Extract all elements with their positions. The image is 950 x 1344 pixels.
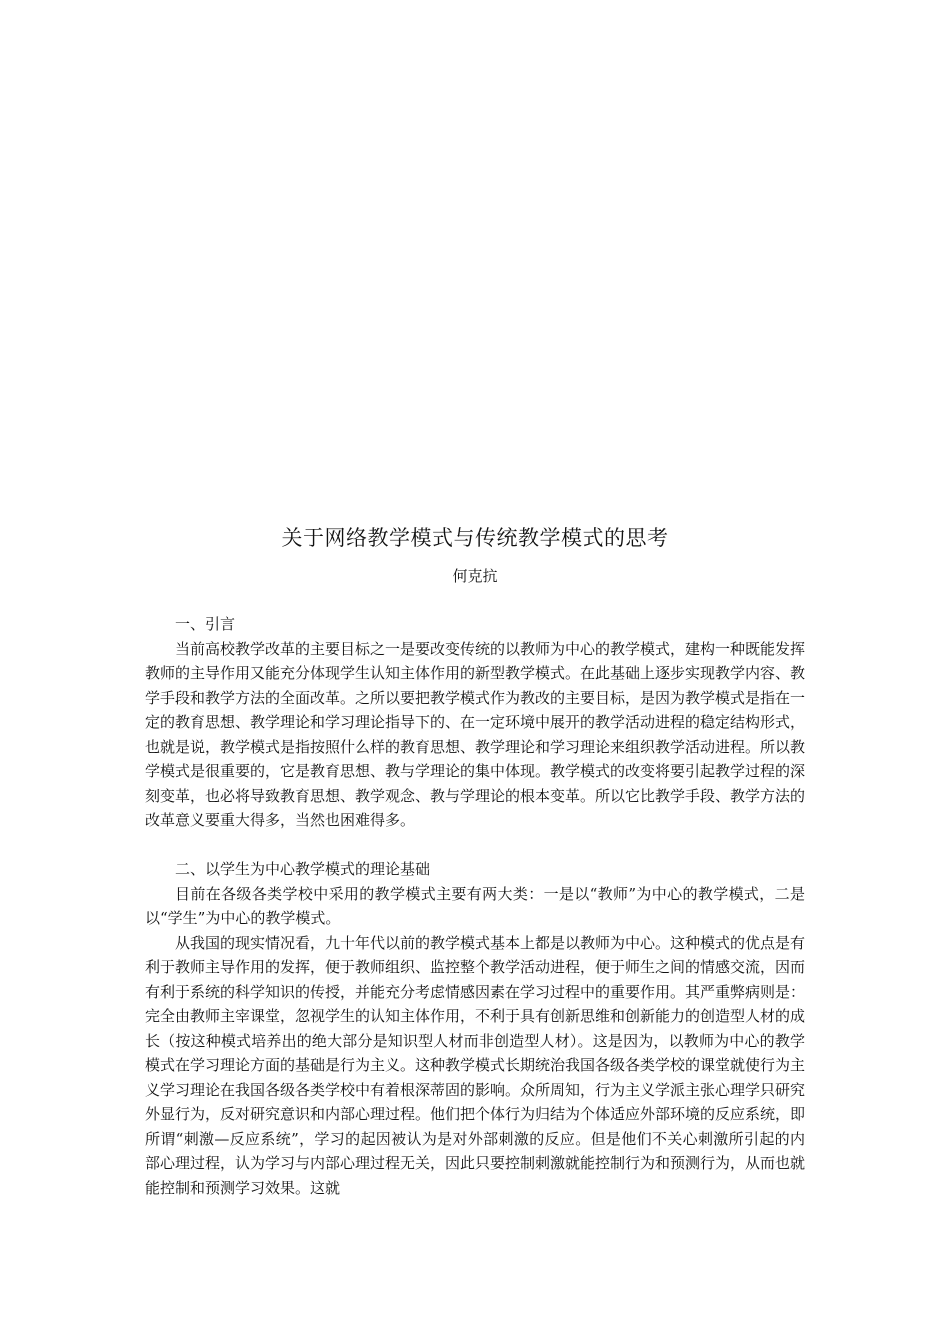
paragraph: 从我国的现实情况看，九十年代以前的教学模式基本上都是以教师为中心。这种模式的优点是有利于教师主导作用的发挥，便于教师组织、监控整个教学活动进程，便于师生之间的情感交流，因而有利于系统的科学知识的传授，并能充分考虑情感因素在学习过程中的重要作用。其严重弊病则是：完全由教师主宰课堂，忽视学生的认知主体作用，不利于具有创新思维和创新能力的创造型人材的成长（按这种模式培养出的绝大部分是知识型人材而非创造型人材）。这是因为，以教师为中心的教学模式在学习理论方面的基础是行为主义。这种教学模式长期统治我国各级各类学校的课堂就使行为主义学习理论在我国各级各类学校中有着根深蒂固的影响。众所周知，行为主义学派主张心理学只研究外显行为，反对研究意识和内部心理过程。他们把个体行为归结为个体适应外部环境的反应系统，即所谓“刺激—反应系统”，学习的起因被认为是对外部刺激的反应。但是他们不关心刺激所引起的内部心理过程，认为学习与内部心理过程无关，因此只要控制刺激就能控制行为和预测行为，从而也就能控制和预测学习效果。这就: [145, 933, 806, 1197]
document-title: 关于网络教学模式与传统教学模式的思考: [281, 526, 669, 550]
document-body: [145, 612, 805, 1200]
paragraph: 当前高校教学改革的主要目标之一是要改变传统的以教师为中心的教学模式，建构一种既能发挥教师的主导作用又能充分体现学生认知主体作用的新型教学模式。在此基础上逐步实现教学内容、教学手段和教学方法的全面改革。之所以要把教学模式作为教改的主要目标，是因为教学模式是指在一定的教育思想、教学理论和学习理论指导下的、在一定环境中展开的教学活动进程的稳定结构形式，也就是说，教学模式是指按照什么样的教育思想、教学理论和学习理论来组织教学活动进程。所以教学模式是很重要的，它是教育思想、教与学理论的集中体现。教学模式的改变将要引起教学过程的深刻变革，也必将导致教育思想、教学观念、教与学理论的根本变革。所以它比教学手段、教学方法的改革意义要重大得多，当然也困难得多。: [145, 639, 806, 829]
section-heading: 一、引言: [175, 615, 236, 633]
document-author: 何克抗: [452, 567, 498, 585]
paragraph: 目前在各级各类学校中采用的教学模式主要有两大类：一是以“教师”为中心的教学模式，二是以“学生”为中心的教学模式。: [145, 884, 805, 927]
section-theory-basis: [145, 857, 805, 1200]
section-gap: [145, 833, 805, 858]
section-heading: 二、以学生为中心教学模式的理论基础: [175, 860, 431, 878]
section-introduction: [145, 612, 805, 833]
